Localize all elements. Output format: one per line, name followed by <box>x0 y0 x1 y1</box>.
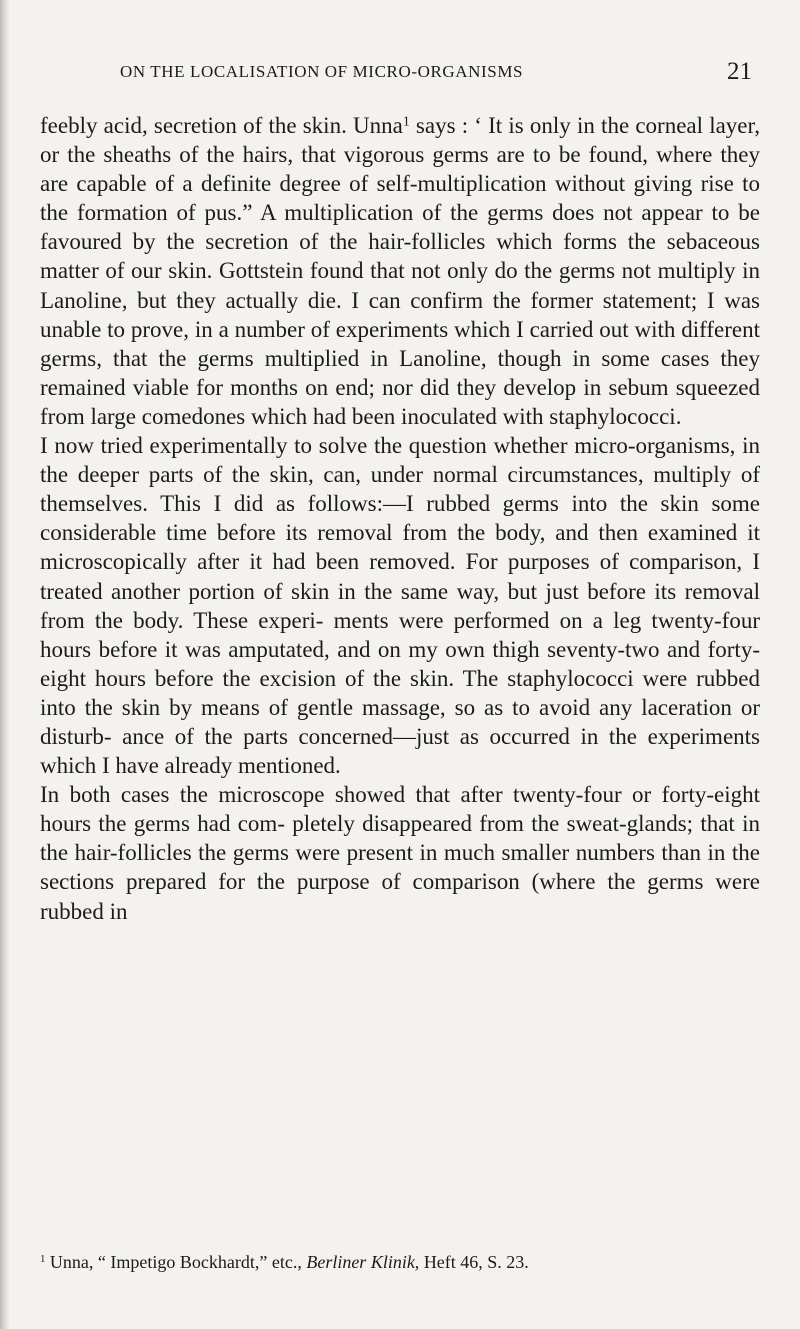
paragraph-1-start: feebly acid, secretion of the skin. Unna <box>40 113 403 138</box>
paragraph-2: I now tried experimentally to solve the question whether micro-organisms, in the deeper parts of the skin, can, under normal circumstances, multiply of themselves. This I did as follows:—I rubbed germs into the skin some considerable time before its removal from the body, and then examined it microscopically after it had been removed. For purposes of comparison, I treated another portion of skin in the same way, but just before its removal from the body. These experi- ments were performed on a leg twenty-four hours before it was amputated, and on my own thigh seventy-two and forty-eight hours before the excision of the skin. The staphylococci were rubbed into the skin by means of gentle massage, so as to avoid any laceration or disturb- ance of the parts concerned—just as occurred in the experiments which I have already mentioned. <box>40 433 760 779</box>
footnote-text-start: Unna, “ Impetigo Bockhardt,” etc., <box>45 1252 307 1272</box>
running-head: ON THE LOCALISATION OF MICRO-ORGANISMS <box>120 62 524 81</box>
footnote-mark: 1 <box>40 1253 46 1266</box>
binding-edge <box>0 0 10 1329</box>
paragraph-3: In both cases the microscope showed that after twenty-four or forty-eight hours the germs had com- pletely disappeared from the sweat-glands; that in the hair-follicles the germs were present in much smaller numbers than in the sections prepared for the purpose of comparison (where the germs were rubbed in <box>40 782 760 924</box>
page-header <box>120 58 752 92</box>
paragraph-1 <box>40 111 760 431</box>
footnote-journal: Berliner Klinik, <box>306 1252 420 1272</box>
page-number: 21 <box>727 58 752 85</box>
footnote <box>40 1251 760 1273</box>
footnote-reference: 1 <box>402 113 410 129</box>
paragraph-1-rest: says : ‘ It is only in the corneal layer, or the sheaths of the hairs, that vigorous germs are to be found, where they are capable of a definite degree of self-multiplication without giving rise to the formation of pus.” A multiplication of the germs does not appear to be favoured by the secretion of the hair-follicles which forms the sebaceous matter of our skin. Gottstein found that not only do the germs not multiply in Lanoline, but they actually die. I can confirm the former statement; I was unable to prove, in a number of experiments which I carried out with different germs, that the germs multiplied in Lanoline, though in some cases they remained viable for months on end; nor did they develop in sebum squeezed from large comedones which had been inoculated with staphylococci. <box>40 113 760 429</box>
footnote-text-end: Heft 46, S. 23. <box>419 1252 529 1272</box>
body-text <box>40 111 760 926</box>
